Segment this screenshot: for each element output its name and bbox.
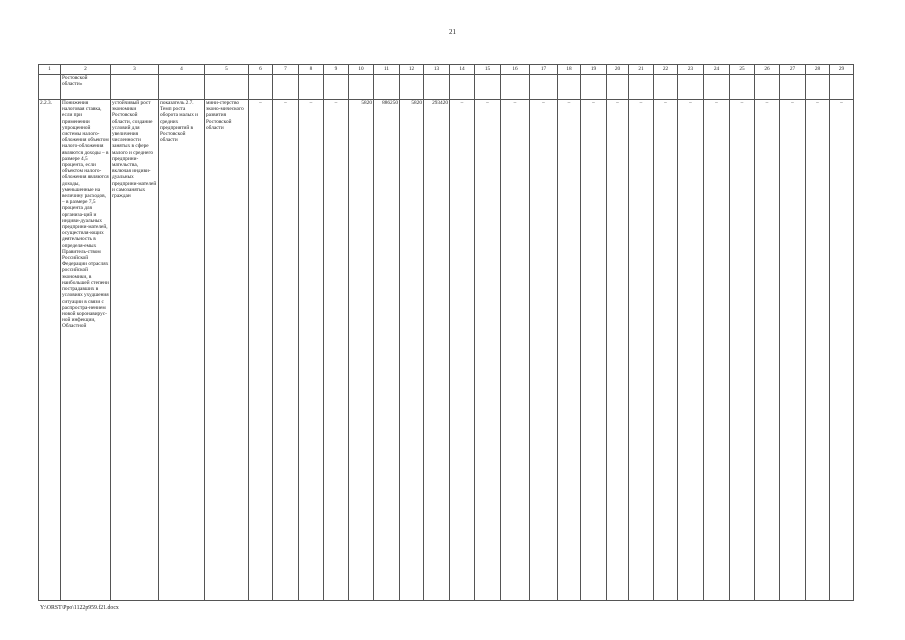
value-cell: – — [678, 100, 704, 601]
cell — [581, 75, 607, 100]
cell — [607, 75, 629, 100]
cell — [629, 75, 654, 100]
cell — [830, 75, 854, 100]
column-header-24: 24 — [704, 65, 730, 75]
cell — [755, 75, 780, 100]
value-cell: – — [450, 100, 475, 601]
column-header-7: 7 — [273, 65, 299, 75]
column-header-23: 23 — [678, 65, 704, 75]
column-header-11: 11 — [374, 65, 400, 75]
column-header-15: 15 — [475, 65, 501, 75]
file-path-footer: Y:\ORST\Ppo\1122p959.f21.docx — [40, 605, 119, 611]
column-header-3: 3 — [111, 65, 159, 75]
column-header-2: 2 — [61, 65, 111, 75]
continuation-row — [39, 75, 854, 100]
column-header-1: 1 — [39, 65, 61, 75]
column-header-19: 19 — [581, 65, 607, 75]
value-cell: – — [607, 100, 629, 601]
cell — [806, 75, 830, 100]
column-header-13: 13 — [424, 65, 450, 75]
value-cell: 886250 — [374, 100, 400, 601]
cell — [159, 75, 205, 100]
value-cell: – — [475, 100, 501, 601]
value-cell: – — [806, 100, 830, 601]
value-cell: – — [654, 100, 678, 601]
cell — [273, 75, 299, 100]
cell — [450, 75, 475, 100]
row-number: 2.2.3. — [39, 100, 61, 601]
value-cell: 5820 — [349, 100, 374, 601]
cell — [558, 75, 581, 100]
cell — [780, 75, 806, 100]
value-cell: – — [249, 100, 273, 601]
value-cell: – — [830, 100, 854, 601]
value-cell: – — [299, 100, 324, 601]
value-cell: – — [629, 100, 654, 601]
measure-description: Понижения налоговая ставка, если при применении упрощенной системы налого-обложения объектом налого-обложения являются доходы – в размере 4,5 процента, если объектом налого-обложения являются доходы, уменьшенные на величину расходов, – в размере 7,5 процента для организа-ций и индиви-дуальных предприни-мателей, осуществля-ющих деятельность в определя-емых Правитель-ством Российской Федерации отраслях российской экономики, в наибольшей степени пострадавших в условиях ухудшения ситуации в связи с распростра-нением новой коронавирус-ной инфекции, Областной — [61, 100, 111, 601]
column-header-27: 27 — [780, 65, 806, 75]
column-number-row — [39, 65, 854, 75]
page-number: 21 — [449, 28, 456, 36]
column-header-12: 12 — [400, 65, 424, 75]
cell — [299, 75, 324, 100]
column-header-20: 20 — [607, 65, 629, 75]
value-cell: – — [704, 100, 730, 601]
cell — [501, 75, 530, 100]
cell — [530, 75, 558, 100]
value-cell: – — [755, 100, 780, 601]
value-cell: – — [730, 100, 755, 601]
value-cell: 5820 — [400, 100, 424, 601]
column-header-29: 29 — [830, 65, 854, 75]
column-header-21: 21 — [629, 65, 654, 75]
column-header-28: 28 — [806, 65, 830, 75]
column-header-9: 9 — [324, 65, 349, 75]
cell — [704, 75, 730, 100]
data-table — [38, 64, 854, 601]
column-header-17: 17 — [530, 65, 558, 75]
cell — [424, 75, 450, 100]
cell — [249, 75, 273, 100]
value-cell: – — [558, 100, 581, 601]
cell — [730, 75, 755, 100]
column-header-10: 10 — [349, 65, 374, 75]
responsible-body: мини-стерство эконо-мического развития Ростовской области — [205, 100, 249, 601]
column-header-14: 14 — [450, 65, 475, 75]
column-header-18: 18 — [558, 65, 581, 75]
cell — [324, 75, 349, 100]
table-row — [39, 100, 854, 601]
value-cell: 293420 — [424, 100, 450, 601]
goal-text: устойчивый рост экономики Ростовской области, создание условий для увеличения численности занятых в сфере малого и среднего предприни-мательства, включая индиви-дуальных предприни-мателей и самозанятых граждан — [111, 100, 159, 601]
column-header-22: 22 — [654, 65, 678, 75]
value-cell: – — [273, 100, 299, 601]
cell — [654, 75, 678, 100]
value-cell: – — [530, 100, 558, 601]
cell — [678, 75, 704, 100]
indicator-text: показатель 2.7. Темп роста оборота малых и средних предприятий в Ростовской области — [159, 100, 205, 601]
cell — [475, 75, 501, 100]
cell — [374, 75, 400, 100]
column-header-16: 16 — [501, 65, 530, 75]
value-cell: – — [581, 100, 607, 601]
column-header-6: 6 — [249, 65, 273, 75]
column-header-26: 26 — [755, 65, 780, 75]
value-cell: – — [324, 100, 349, 601]
continuation-text: Ростовской области» — [61, 75, 111, 100]
column-header-25: 25 — [730, 65, 755, 75]
cell — [349, 75, 374, 100]
column-header-8: 8 — [299, 65, 324, 75]
value-cell: – — [780, 100, 806, 601]
column-header-5: 5 — [205, 65, 249, 75]
column-header-4: 4 — [159, 65, 205, 75]
value-cell: – — [501, 100, 530, 601]
cell — [205, 75, 249, 100]
cell — [39, 75, 61, 100]
cell — [111, 75, 159, 100]
cell — [400, 75, 424, 100]
